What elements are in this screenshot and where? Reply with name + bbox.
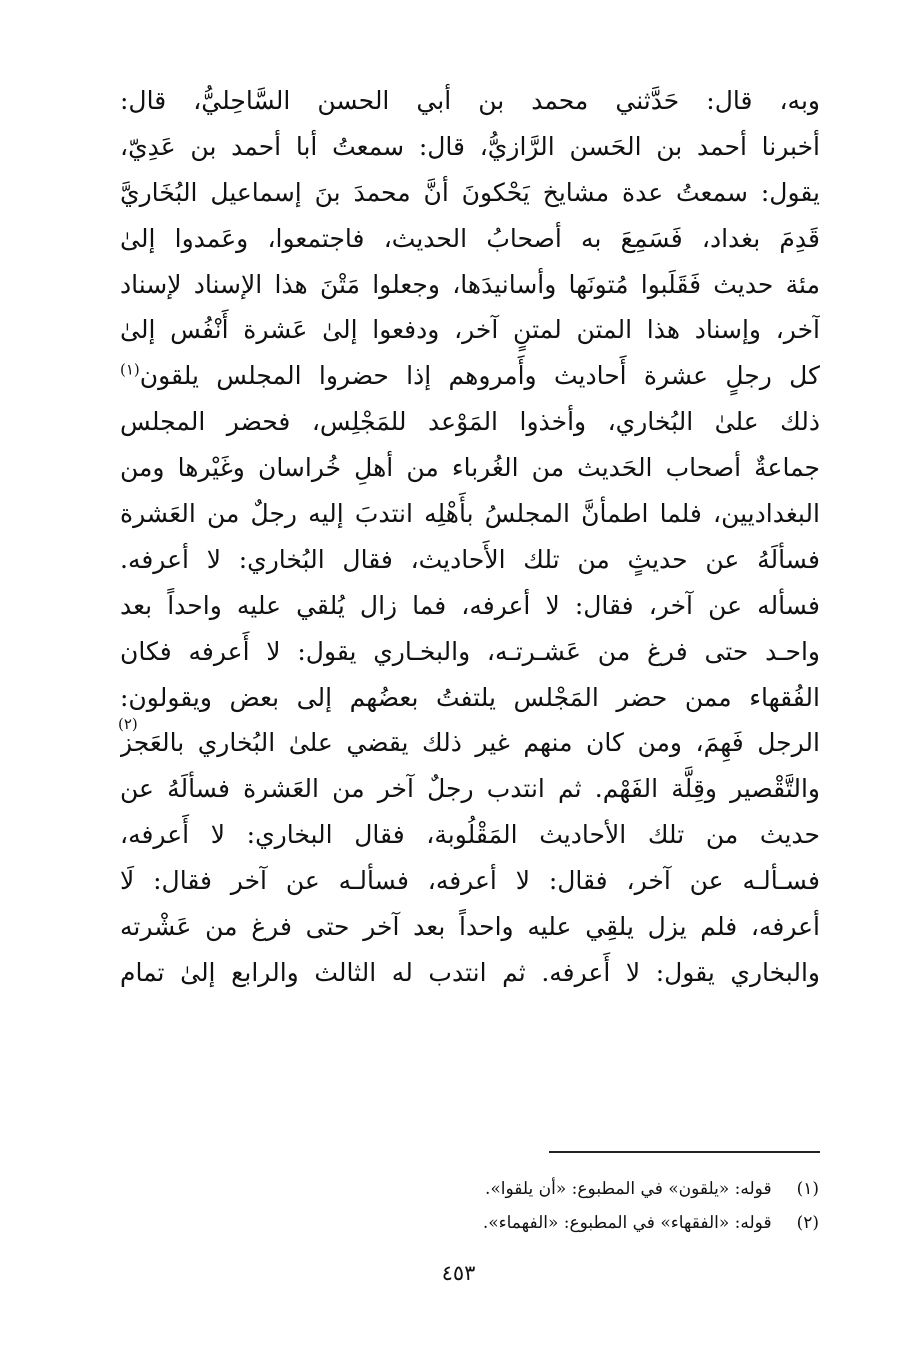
text-line-7-content: كل رجلٍ عشرة أَحاديث وأَمروهم إذا حضروا المجلس يلقون	[139, 361, 820, 391]
text-line-11: فسألَهُ عن حديثٍ من تلك الأَحاديث، فقال البُخاري: لا أعرفه.	[120, 544, 820, 574]
text-line-18: فسـألـه عن آخر، فقال: لا أعرفه، فسألـه عن آخر فقال: لَا	[120, 866, 820, 896]
text-line-14-content: الفُقهاء ممن حضر المَجْلس يلتفتُ بعضُهم إلى بعض ويقولون:	[120, 682, 820, 712]
text-line-8: ذلك علىٰ البُخاري، وأخذوا المَوْعد للمَجْلِس، فحضر المجلس	[120, 407, 820, 437]
text-line-5: مئة حديث فَقَلَبوا مُتونَها وأسانيدَها، وجعلوا مَتْنَ هذا الإسناد لإسناد	[120, 269, 820, 299]
text-line-19: أعرفه، فلم يزل يلقِي عليه واحداً بعد آخر حتى فرغ من عَشْرته	[120, 912, 820, 942]
text-line-6: آخر، وإسناد هذا المتن لمتنٍ آخر، ودفعوا إلىٰ عَشرة أَنْفُس إلىٰ	[120, 315, 820, 345]
main-text-block	[120, 78, 820, 996]
footnote-separator	[549, 1151, 820, 1153]
text-line-9: جماعةٌ أصحاب الحَديث من الغُرباء من أهلِ خُراسان وغَيْرها ومن	[120, 453, 820, 483]
page-number	[0, 1258, 911, 1288]
text-line-2: أخبرنا أحمد بن الحَسن الرَّازيُّ، قال: سمعتُ أبا أحمد بن عَدِيّ،	[120, 131, 820, 161]
footnotes	[219, 1172, 819, 1240]
text-line-4: قَدِمَ بغداد، فَسَمِعَ به أصحابُ الحديث، فاجتمعوا، وعَمدوا إلىٰ	[120, 223, 820, 253]
text-line-15: الرجل فَهِمَ، ومن كان منهم غير ذلك يقضي علىٰ البُخاري بالعَجز	[120, 728, 820, 758]
text-line-3: يقول: سمعتُ عدة مشايخ يَحْكونَ أنَّ محمدَ بنَ إسماعيل البُخَاريَّ	[120, 177, 820, 207]
footnote-1	[219, 1172, 819, 1206]
text-line-14	[120, 675, 820, 721]
footnote-1-number: (١)	[796, 1179, 819, 1199]
footnote-1-text: قوله: «يلقون» في المطبوع: «أن يلقوا».	[484, 1179, 772, 1199]
text-line-16: والتَّقْصير وقِلَّة الفَهْم. ثم انتدب رجلٌ آخر من العَشرة فسألَهُ عن	[120, 774, 820, 804]
text-line-7	[120, 353, 820, 399]
text-line-17: حديث من تلك الأحاديث المَقْلُوبة، فقال البخاري: لا أَعرفه،	[120, 820, 820, 850]
text-line-20: والبخاري يقول: لا أَعرفه. ثم انتدب له الثالث والرابع إلىٰ تمام	[120, 957, 820, 987]
page-number-text: ٤٥٣	[441, 1261, 476, 1285]
footnote-2-number: (٢)	[796, 1213, 819, 1233]
footnote-2	[219, 1206, 819, 1240]
text-line-1: وبه، قال: حَدَّثني محمد بن أبي الحسن السَّاحِليُّ، قال:	[120, 86, 820, 115]
text-line-13: واحـد حتى فرغ من عَشـرتـه، والبخـاري يقول: لا أَعرفه فكان	[120, 636, 820, 666]
text-line-12: فسأله عن آخر، فقال: لا أعرفه، فما زال يُلقي عليه واحداً بعد	[120, 590, 820, 620]
book-page: وبه، قال: حَدَّثني محمد بن أبي الحسن السَّاحِليُّ، قال: أخبرنا أحمد بن الحَسن الرَّازيُّ، قال: سمعتُ أبا أحمد بن عَدِيّ، يقول: سمعتُ عدة مشايخ يَحْكونَ أنَّ محمدَ بنَ إسماعيل البُخَاريَّ قَدِمَ بغداد، فَسَمِعَ به أصحابُ الحديث، فاجتمعوا، وعَمدوا إلىٰ مئة حديث فَقَلَبوا مُتونَها وأسانيدَها، وجعلوا مَتْنَ هذا الإسناد لإسناد آخر، وإسناد هذا المتن لمتنٍ آخر، ودفعوا إلىٰ عَشرة أَنْفُس إلىٰ كل رجلٍ عشرة أَحاديث وأَمروهم إذا حضروا المجلس يلقون$^{(١)}$ ذلك علىٰ البُخاري، وأخذوا المَوْعد للمَجْلِس، فحضر المجلس جماعةٌ أصحاب الحَديث من الغُرباء من أهلِ خُراسان وغَيْرها ومن البغداديين، فلما اطمأنَّ المجلسُ بأَهْلِه انتدبَ إليه رجلٌ من العَشرة فسألَهُ عن حديثٍ من تلك الأَحاديث، فقال البُخاري: لا أعرفه. فسأله عن آخر، فقال: لا أعرفه، فما زال يُلقي عليه واحداً بعد واحـد حتى فرغ من عَشـرتـه، والبخـاري يقول: لا أَعرفه فكان الفُقهاء ممن حضر المَجْلس يلتفتُ بعضُهم إلى بعض ويقولون: الرجل فَهِمَ، ومن كان منهم غير ذلك يقضي علىٰ البُخاري بالعَجز والتَّقْصير وقِلَّة الفَهْم. ثم انتدب رجلٌ آخر من العَشرة فسألَهُ عن حديث من تلك الأحاديث المَقْلُوبة، فقال البخاري: لا أَعرفه، فسـألـه عن آخر، فقال: لا أعرفه، فسألـه عن آخر فقال: لَا أعرفه، فلم يزل يلقِي عليه واحداً بعد آخر حتى فرغ من عَشْرته والبخاري يقول: لا أَعرفه. ثم انتدب له الثالث والرابع إلىٰ تمام (٢) (١) قوله: «يلقون» في المطبوع: «أن يلقوا». (٢) قوله: «الفقهاء» في المطبوع: «الفهماء». ٤٥٣	[0, 0, 911, 1345]
footnote-marker-1: (١)	[120, 361, 140, 380]
text-line-10: البغداديين، فلما اطمأنَّ المجلسُ بأَهْلِه انتدبَ إليه رجلٌ من العَشرة	[120, 499, 820, 529]
footnote-2-text: قوله: «الفقهاء» في المطبوع: «الفهماء».	[482, 1213, 772, 1233]
